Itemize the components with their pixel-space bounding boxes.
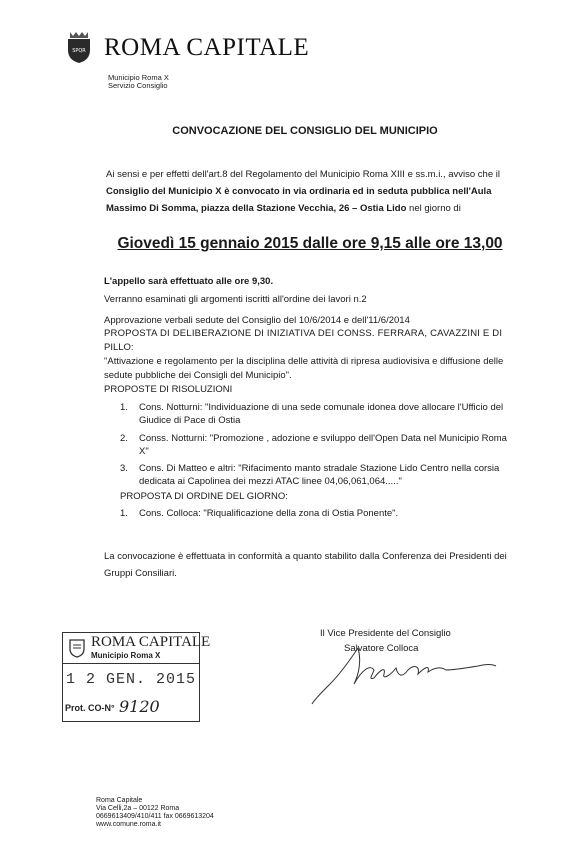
stamp-date: 1 2 GEN. 2015 [65,671,197,688]
closing-line-1: La convocazione è effettuata in conformità a quanto stabilito dalla Conferenza dei Presidenti dei [104,551,507,562]
agenda-pillo: PILLO: [104,342,134,353]
intro-line-2: Consiglio del Municipio X è convocato in via ordinaria ed in seduta pubblica nell'Aula [106,186,492,197]
roma-capitale-shield-icon [66,30,92,64]
agenda-ordine-giorno: PROPOSTA DI ORDINE DEL GIORNO: [120,491,288,502]
stamp-prot-number: 9120 [119,697,160,716]
footer-address: Via Celli,2a – 00122 Roma [96,805,180,812]
stamp-prot-label: Prot. CO-N° [65,703,115,713]
agenda-proposta-deliberazione: PROPOSTA DI DELIBERAZIONE DI INIZIATIVA DEI CONSS. FERRARA, CAVAZZINI E DI [104,328,503,339]
list-number: 2. [120,433,128,444]
intro-giorno: nel giorno di [406,203,461,214]
stamp-brand: ROMA CAPITALE [91,634,211,650]
list-number: 3. [120,463,128,474]
protocol-stamp [62,632,211,722]
signature-role: Il Vice Presidente del Consiglio [320,628,451,639]
intro-line-1: Ai sensi e per effetti dell'art.8 del Regolamento del Municipio Roma XIII e ss.m.i., avviso che il [106,169,500,180]
stamp-header [63,633,211,664]
header-sub-municipio: Municipio Roma X [108,73,169,82]
risoluzione-3-line-2: dedicata ai Capolinea dei mezzi ATAC linee 04,06,061,064....." [139,476,402,487]
risoluzione-1-line-2: Giudice di Pace di Ostia [139,415,241,426]
handwritten-signature [310,640,500,706]
appello-text: L'appello sarà effettuato alle ore 9,30. [104,276,274,287]
agenda-proposte-risoluzioni: PROPOSTE DI RISOLUZIONI [104,384,233,395]
stamp-shield-icon [69,638,85,658]
svg-text:SPQR: SPQR [72,48,86,54]
agenda-approvazione: Approvazione verbali sedute del Consiglio del 10/6/2014 e dell'11/6/2014 [104,315,410,326]
closing-line-2: Gruppi Consiliari. [104,568,177,579]
list-number: 1. [120,402,128,413]
intro-line-3 [106,201,461,216]
brand-title: ROMA CAPITALE [104,34,310,61]
agenda-attivazione-2: sedute pubbliche dei Consigli del Municipio". [104,370,292,381]
footer-website: www.comune.roma.it [96,821,161,828]
footer-org: Roma Capitale [96,797,143,804]
list-number: 1. [120,508,128,519]
risoluzione-3-line-1: Cons. Di Matteo e altri: "Rifacimento manto stradale Stazione Lido Centro nella corsia [139,463,500,474]
intro-location: Massimo Di Somma, piazza della Stazione Vecchia, 26 – Ostia Lido [106,203,407,214]
risoluzione-2-line-2: X" [139,446,149,457]
verranno-text: Verranno esaminati gli argomenti iscritti all'ordine dei lavori n.2 [104,294,367,305]
signature-name: Salvatore Colloca [344,643,419,654]
risoluzione-1-line-1: Cons. Notturni: "Individuazione di una sede comunale idonea dove allocare l'Ufficio del [139,402,504,413]
ordine-giorno-1: Cons. Colloca: "Riqualificazione della zona di Ostia Ponente". [139,508,399,519]
header-sub-servizio: Servizio Consiglio [108,81,168,90]
document-title: CONVOCAZIONE DEL CONSIGLIO DEL MUNICIPIO [172,125,438,137]
footer-phone: 0669613409/410/411 fax 0669613204 [96,813,214,820]
stamp-municipio: Municipio Roma X [91,651,161,660]
risoluzione-2-line-1: Conss. Notturni: "Promozione , adozione e sviluppo dell'Open Data nel Municipio Roma [139,433,507,444]
meeting-date: Giovedì 15 gennaio 2015 dalle ore 9,15 alle ore 13,00 [117,235,503,252]
agenda-attivazione-1: "Attivazione e regolamento per la disciplina delle attività di ripresa audiovisiva e diffusione delle [104,356,504,367]
